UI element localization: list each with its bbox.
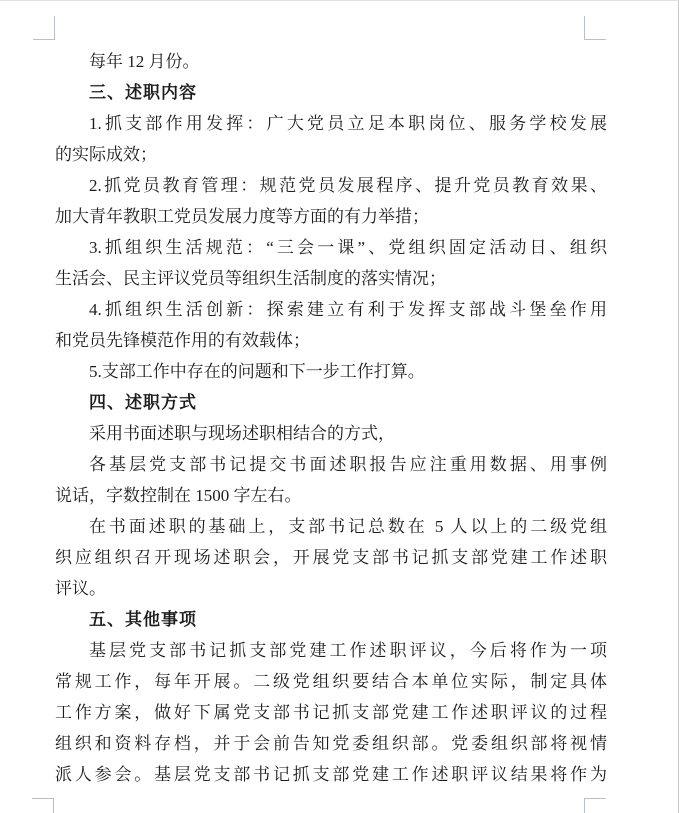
text-line: 5.支部工作中存在的问题和下一步工作打算。 (89, 362, 425, 381)
text-line: 生活会、民主评议党员等组织生活制度的落实情况； (55, 269, 446, 288)
heading-line: 四、述职方式 (89, 393, 197, 412)
text-line: 在书面述职的基础上，支部书记总数在 5 人以上的二级党组 (89, 517, 607, 536)
text-line: 2.抓党员教育管理：规范党员发展程序、提升党员教育效果、 (89, 176, 607, 195)
text-boundary-mark-bottom-right (584, 798, 606, 813)
text-boundary-mark-top-right (584, 16, 606, 40)
document-text-block (55, 46, 607, 790)
text-line: 和党员先锋模范作用的有效载体； (55, 331, 310, 350)
text-line: 3.抓组织生活规范：“三会一课”、党组织固定活动日、组织 (89, 238, 607, 257)
heading-line: 五、其他事项 (89, 610, 197, 629)
text-line: 工作方案，做好下属党支部书记抓支部党建工作述职评议的过程 (55, 703, 607, 722)
text-line: 每年 12 月份。 (89, 52, 200, 71)
text-line: 组织和资料存档，并于会前告知党委组织部。党委组织部将视情 (55, 734, 607, 753)
text-line: 织应组织召开现场述职会，开展党支部书记抓支部党建工作述职 (55, 548, 607, 567)
text-line: 1.抓支部作用发挥：广大党员立足本职岗位、服务学校发展 (89, 114, 607, 133)
text-line: 常规工作，每年开展。二级党组织要结合本单位实际，制定具体 (55, 672, 607, 691)
text-line: 的实际成效； (55, 145, 157, 164)
text-boundary-mark-bottom-left (32, 798, 54, 813)
heading-line: 三、述职内容 (89, 83, 197, 102)
text-line: 评议。 (55, 579, 106, 598)
text-boundary-mark-top-left (33, 16, 55, 40)
text-line: 4.抓组织生活创新：探索建立有利于发挥支部战斗堡垒作用 (89, 300, 607, 319)
text-line: 派人参会。基层党支部书记抓支部党建工作述职评议结果将作为 (55, 765, 607, 784)
text-line: 采用书面述职与现场述职相结合的方式， (89, 424, 395, 443)
text-line: 说话，字数控制在 1500 字左右。 (55, 486, 302, 505)
text-line: 各基层党支部书记提交书面述职报告应注重用数据、用事例 (89, 455, 607, 474)
text-line: 加大青年教职工党员发展力度等方面的有力举措； (55, 207, 429, 226)
text-line: 基层党支部书记抓支部党建工作述职评议，今后将作为一项 (89, 641, 607, 660)
